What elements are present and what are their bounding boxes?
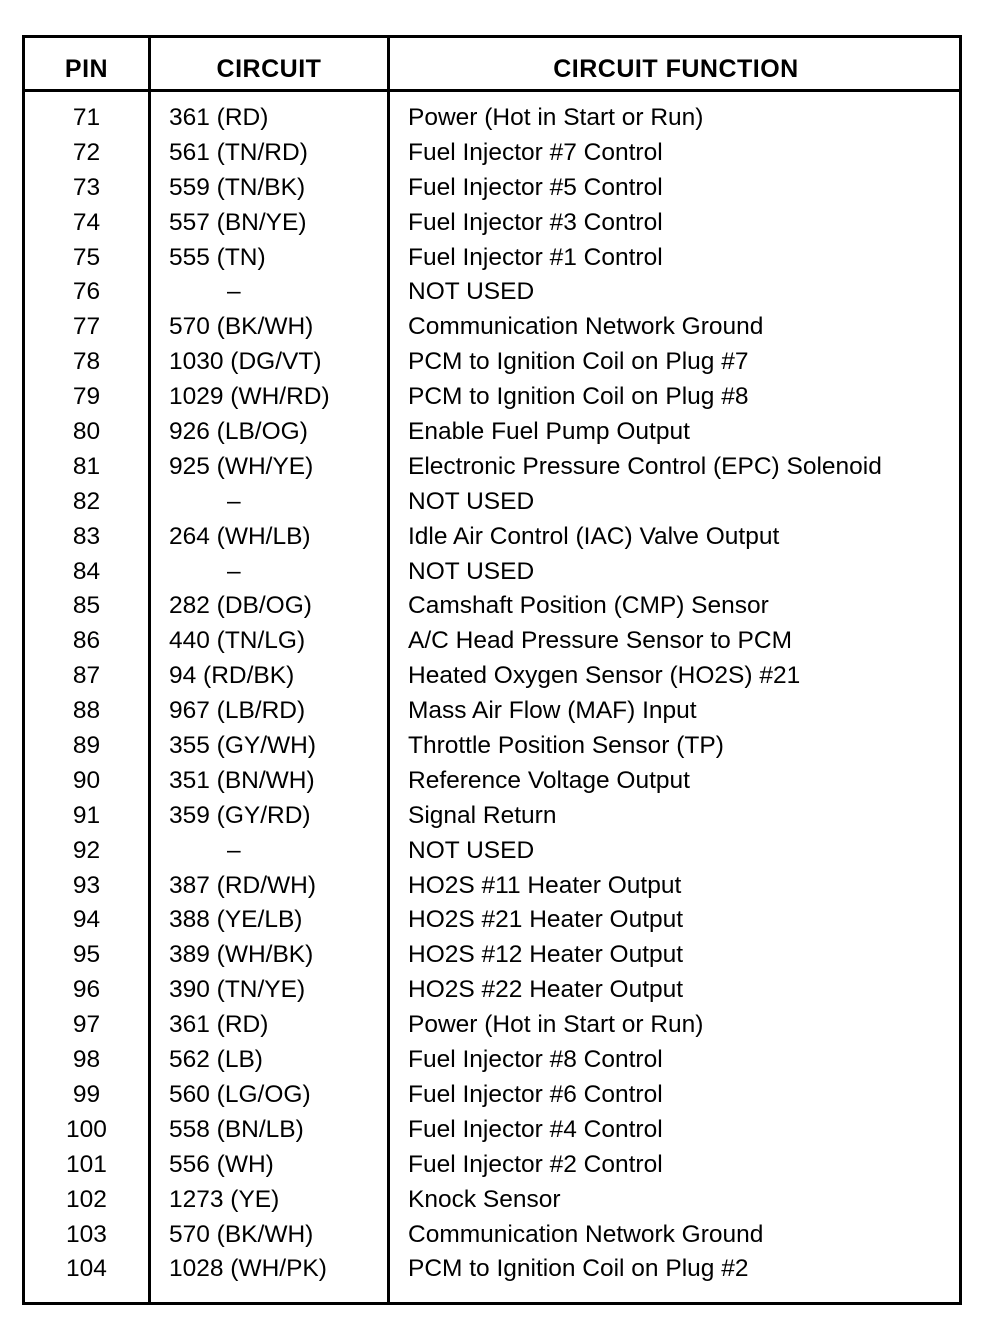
circuit-cell: 264 (WH/LB) xyxy=(169,522,311,550)
circuit-function-cell: Camshaft Position (CMP) Sensor xyxy=(408,592,769,620)
pin-cell: 98 xyxy=(72,1046,101,1074)
pin-cell: 89 xyxy=(72,732,101,760)
circuit-function-cell: Fuel Injector #1 Control xyxy=(408,243,663,271)
table-body xyxy=(25,101,959,1287)
circuit-function-cell: Enable Fuel Pump Output xyxy=(408,418,690,446)
header-circuit-function: CIRCUIT FUNCTION xyxy=(553,55,799,83)
circuit-cell: 387 (RD/WH) xyxy=(169,871,317,899)
circuit-cell: 1028 (WH/PK) xyxy=(169,1255,327,1283)
circuit-cell: – xyxy=(227,836,241,864)
circuit-function-cell: HO2S #11 Heater Output xyxy=(408,871,682,899)
circuit-function-cell: PCM to Ignition Coil on Plug #8 xyxy=(408,383,749,411)
table-row xyxy=(25,101,959,136)
circuit-function-cell: Fuel Injector #2 Control xyxy=(408,1150,663,1178)
pin-cell: 91 xyxy=(72,801,101,829)
circuit-cell: 925 (WH/YE) xyxy=(169,452,314,480)
table-row xyxy=(25,206,959,241)
pin-cell: 83 xyxy=(72,522,101,550)
circuit-cell: 1273 (YE) xyxy=(169,1185,280,1213)
pin-cell: 82 xyxy=(72,487,101,515)
circuit-function-cell: Power (Hot in Start or Run) xyxy=(408,104,704,131)
circuit-function-cell: HO2S #12 Heater Output xyxy=(408,941,684,969)
circuit-function-cell: Heated Oxygen Sensor (HO2S) #21 xyxy=(408,662,801,690)
circuit-function-cell: Fuel Injector #4 Control xyxy=(408,1115,663,1143)
pin-cell: 88 xyxy=(72,697,101,725)
pin-cell: 93 xyxy=(72,871,101,899)
table-row xyxy=(25,1113,959,1148)
circuit-cell: 558 (BN/LB) xyxy=(169,1115,304,1143)
pin-cell: 73 xyxy=(72,173,101,201)
table-row xyxy=(25,729,959,764)
circuit-cell: 556 (WH) xyxy=(169,1150,274,1178)
table-row xyxy=(25,869,959,904)
circuit-cell: 351 (BN/WH) xyxy=(169,766,315,794)
pin-cell: 104 xyxy=(66,1255,107,1283)
circuit-function-cell: Mass Air Flow (MAF) Input xyxy=(408,697,697,725)
pin-cell: 86 xyxy=(72,627,101,655)
table-row xyxy=(25,834,959,869)
circuit-function-cell: Electronic Pressure Control (EPC) Solenoid xyxy=(408,452,882,480)
table-row xyxy=(25,1183,959,1218)
circuit-function-cell: Fuel Injector #8 Control xyxy=(408,1046,663,1074)
header-pin: PIN xyxy=(64,55,109,83)
table-row xyxy=(25,938,959,973)
pin-cell: 100 xyxy=(66,1115,107,1143)
table-row xyxy=(25,903,959,938)
pin-cell: 97 xyxy=(72,1011,101,1039)
circuit-function-cell: Fuel Injector #5 Control xyxy=(408,173,663,201)
table-row xyxy=(25,1218,959,1253)
table-row xyxy=(25,380,959,415)
circuit-function-cell: Communication Network Ground xyxy=(408,313,764,341)
circuit-function-cell: Throttle Position Sensor (TP) xyxy=(408,732,724,760)
circuit-cell: 561 (TN/RD) xyxy=(169,138,308,166)
circuit-cell: 555 (TN) xyxy=(169,243,266,271)
table-row xyxy=(25,345,959,380)
table-row xyxy=(25,171,959,206)
pin-cell: 79 xyxy=(72,383,101,411)
pin-cell: 87 xyxy=(72,662,101,690)
table-row xyxy=(25,520,959,555)
table-row xyxy=(25,310,959,345)
table-row xyxy=(25,799,959,834)
table-row xyxy=(25,450,959,485)
circuit-function-cell: PCM to Ignition Coil on Plug #2 xyxy=(408,1255,749,1283)
circuit-cell: – xyxy=(227,557,241,585)
table-row xyxy=(25,136,959,171)
pin-cell: 77 xyxy=(72,313,101,341)
table-row xyxy=(25,415,959,450)
pin-cell: 85 xyxy=(72,592,101,620)
circuit-cell: 570 (BK/WH) xyxy=(169,1220,314,1248)
table-row xyxy=(25,555,959,590)
circuit-function-cell: NOT USED xyxy=(408,557,535,585)
circuit-cell: – xyxy=(227,278,241,306)
circuit-function-cell: NOT USED xyxy=(408,836,535,864)
pin-cell: 95 xyxy=(72,941,101,969)
pin-cell: 90 xyxy=(72,766,101,794)
circuit-cell: 560 (LG/OG) xyxy=(169,1080,311,1108)
pin-cell: 101 xyxy=(66,1150,107,1178)
circuit-cell: 440 (TN/LG) xyxy=(169,627,306,655)
pin-cell: 74 xyxy=(72,208,101,236)
circuit-cell: 570 (BK/WH) xyxy=(169,313,314,341)
circuit-cell: 967 (LB/RD) xyxy=(169,697,306,725)
circuit-cell: 562 (LB) xyxy=(169,1046,263,1074)
circuit-function-cell: Signal Return xyxy=(408,801,557,829)
circuit-function-cell: Fuel Injector #7 Control xyxy=(408,138,663,166)
table-row xyxy=(25,241,959,276)
circuit-function-cell: Knock Sensor xyxy=(408,1185,561,1213)
table-row xyxy=(25,624,959,659)
table-row xyxy=(25,589,959,624)
table-row xyxy=(25,1148,959,1183)
pin-cell: 71 xyxy=(72,104,101,131)
circuit-function-cell: Power (Hot in Start or Run) xyxy=(408,1011,704,1039)
circuit-cell: 282 (DB/OG) xyxy=(169,592,312,620)
circuit-cell: 361 (RD) xyxy=(169,1011,269,1039)
table-row xyxy=(25,1078,959,1113)
table-row xyxy=(25,659,959,694)
circuit-cell: 359 (GY/RD) xyxy=(169,801,311,829)
pin-cell: 99 xyxy=(72,1080,101,1108)
circuit-cell: – xyxy=(227,487,241,515)
pin-cell: 94 xyxy=(72,906,101,934)
pin-cell: 92 xyxy=(72,836,101,864)
pin-cell: 76 xyxy=(72,278,101,306)
circuit-cell: 355 (GY/WH) xyxy=(169,732,317,760)
pin-cell: 84 xyxy=(72,557,101,585)
circuit-function-cell: Reference Voltage Output xyxy=(408,766,690,794)
table-row xyxy=(25,694,959,729)
circuit-cell: 94 (RD/BK) xyxy=(169,662,295,690)
circuit-cell: 390 (TN/YE) xyxy=(169,976,306,1004)
pin-cell: 102 xyxy=(66,1185,107,1213)
circuit-function-cell: A/C Head Pressure Sensor to PCM xyxy=(408,627,792,655)
table-row xyxy=(25,1043,959,1078)
circuit-function-cell: Fuel Injector #6 Control xyxy=(408,1080,663,1108)
circuit-cell: 559 (TN/BK) xyxy=(169,173,306,201)
circuit-cell: 388 (YE/LB) xyxy=(169,906,303,934)
table-row xyxy=(25,1008,959,1043)
pin-cell: 75 xyxy=(72,243,101,271)
header-circuit: CIRCUIT xyxy=(216,55,322,83)
circuit-function-cell: Communication Network Ground xyxy=(408,1220,764,1248)
circuit-function-cell: Idle Air Control (IAC) Valve Output xyxy=(408,522,780,550)
circuit-cell: 361 (RD) xyxy=(169,104,269,131)
table-row xyxy=(25,485,959,520)
circuit-function-cell: NOT USED xyxy=(408,278,535,306)
pin-cell: 72 xyxy=(72,138,101,166)
circuit-cell: 926 (LB/OG) xyxy=(169,418,308,446)
circuit-cell: 557 (BN/YE) xyxy=(169,208,307,236)
pin-cell: 96 xyxy=(72,976,101,1004)
pin-cell: 81 xyxy=(72,452,101,480)
circuit-function-cell: HO2S #21 Heater Output xyxy=(408,906,684,934)
circuit-function-cell: Fuel Injector #3 Control xyxy=(408,208,663,236)
pin-circuit-table xyxy=(22,35,962,1305)
table-row xyxy=(25,1252,959,1287)
circuit-cell: 389 (WH/BK) xyxy=(169,941,314,969)
circuit-function-cell: PCM to Ignition Coil on Plug #7 xyxy=(408,348,749,376)
circuit-function-cell: HO2S #22 Heater Output xyxy=(408,976,684,1004)
circuit-cell: 1029 (WH/RD) xyxy=(169,383,330,411)
pin-cell: 103 xyxy=(66,1220,107,1248)
table-row xyxy=(25,764,959,799)
circuit-function-cell: NOT USED xyxy=(408,487,535,515)
pin-cell: 78 xyxy=(72,348,101,376)
circuit-cell: 1030 (DG/VT) xyxy=(169,348,322,376)
table-row xyxy=(25,973,959,1008)
table-row xyxy=(25,275,959,310)
pin-cell: 80 xyxy=(72,418,101,446)
